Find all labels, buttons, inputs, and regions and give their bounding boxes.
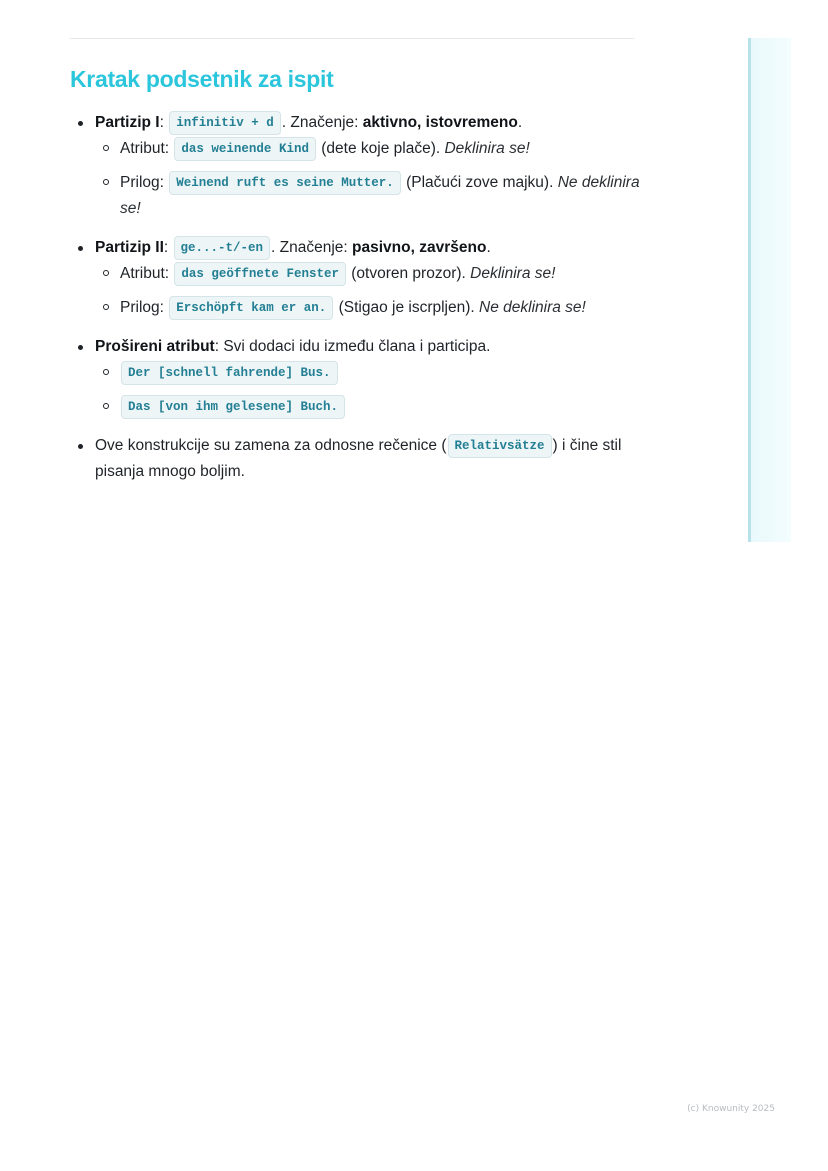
sublist-item: Prilog: Weinend ruft es seine Mutter. (Plačući zove majku). Ne deklinira se!: [95, 170, 640, 222]
top-divider: [70, 38, 634, 39]
code-chip: Relativsätze: [448, 434, 552, 458]
sublist-item: Prilog: Erschöpft kam er an. (Stigao je iscrpljen). Ne deklinira se!: [95, 295, 640, 321]
meaning: pasivno, završeno: [352, 239, 487, 256]
code-chip: Das [von ihm gelesene] Buch.: [121, 395, 345, 419]
term-label: Partizip II: [95, 239, 164, 256]
term-label: Prošireni atribut: [95, 338, 215, 355]
list-item-prosireni-atribut: Prošireni atribut: Svi dodaci idu između člana i participa. Der [schnell fahrende] Bus. Das [von ihm gelesene] Buch.: [70, 334, 640, 420]
side-panel: [748, 38, 791, 542]
page-title: Kratak podsetnik za ispit: [70, 66, 334, 92]
note: Deklinira se!: [444, 140, 530, 157]
list-item-partizip-1: Partizip I: infinitiv + d . Značenje: aktivno, istovremeno. Atribut: das weinende Kind (dete koje plače). Deklinira se! Prilog: Weinend ruft es seine Mutter. (Plačući zove majku). Ne deklinira se!: [70, 110, 640, 222]
code-chip: Der [schnell fahrende] Bus.: [121, 361, 338, 385]
sublist-item: [95, 360, 640, 386]
code-chip: das geöffnete Fenster: [174, 262, 346, 286]
code-chip: Erschöpft kam er an.: [169, 296, 333, 320]
meaning: aktivno, istovremeno: [362, 114, 518, 131]
code-chip: infinitiv + d: [169, 111, 281, 135]
document-content: [70, 62, 640, 498]
code-chip: ge...-t/-en: [174, 236, 271, 260]
sublist: [95, 261, 640, 321]
sublist-item: Atribut: das weinende Kind (dete koje plače). Deklinira se!: [95, 136, 640, 162]
code-chip: Weinend ruft es seine Mutter.: [169, 171, 401, 195]
sublist-item: Atribut: das geöffnete Fenster (otvoren prozor). Deklinira se!: [95, 261, 640, 287]
copyright-footer: (c) Knowunity 2025: [687, 1104, 775, 1114]
code-chip: das weinende Kind: [174, 137, 316, 161]
sublist-item: [95, 394, 640, 420]
summary-list: [70, 110, 640, 485]
note: Deklinira se!: [470, 265, 556, 282]
sublist: [95, 360, 640, 420]
note: Ne deklinira se!: [479, 299, 586, 316]
list-item-relativsaetze: Ove konstrukcije su zamena za odnosne rečenice ( Relativsätze ) i čine stil pisanja mnogo boljim.: [70, 433, 640, 485]
list-item-partizip-2: Partizip II: ge...-t/-en . Značenje: pasivno, završeno. Atribut: das geöffnete Fenster (otvoren prozor). Deklinira se! Prilog: Erschöpft kam er an. (Stigao je iscrpljen). Ne deklinira se!: [70, 235, 640, 321]
term-label: Partizip I: [95, 114, 160, 131]
sublist: [95, 136, 640, 222]
note: Ne deklinira se!: [120, 174, 640, 217]
